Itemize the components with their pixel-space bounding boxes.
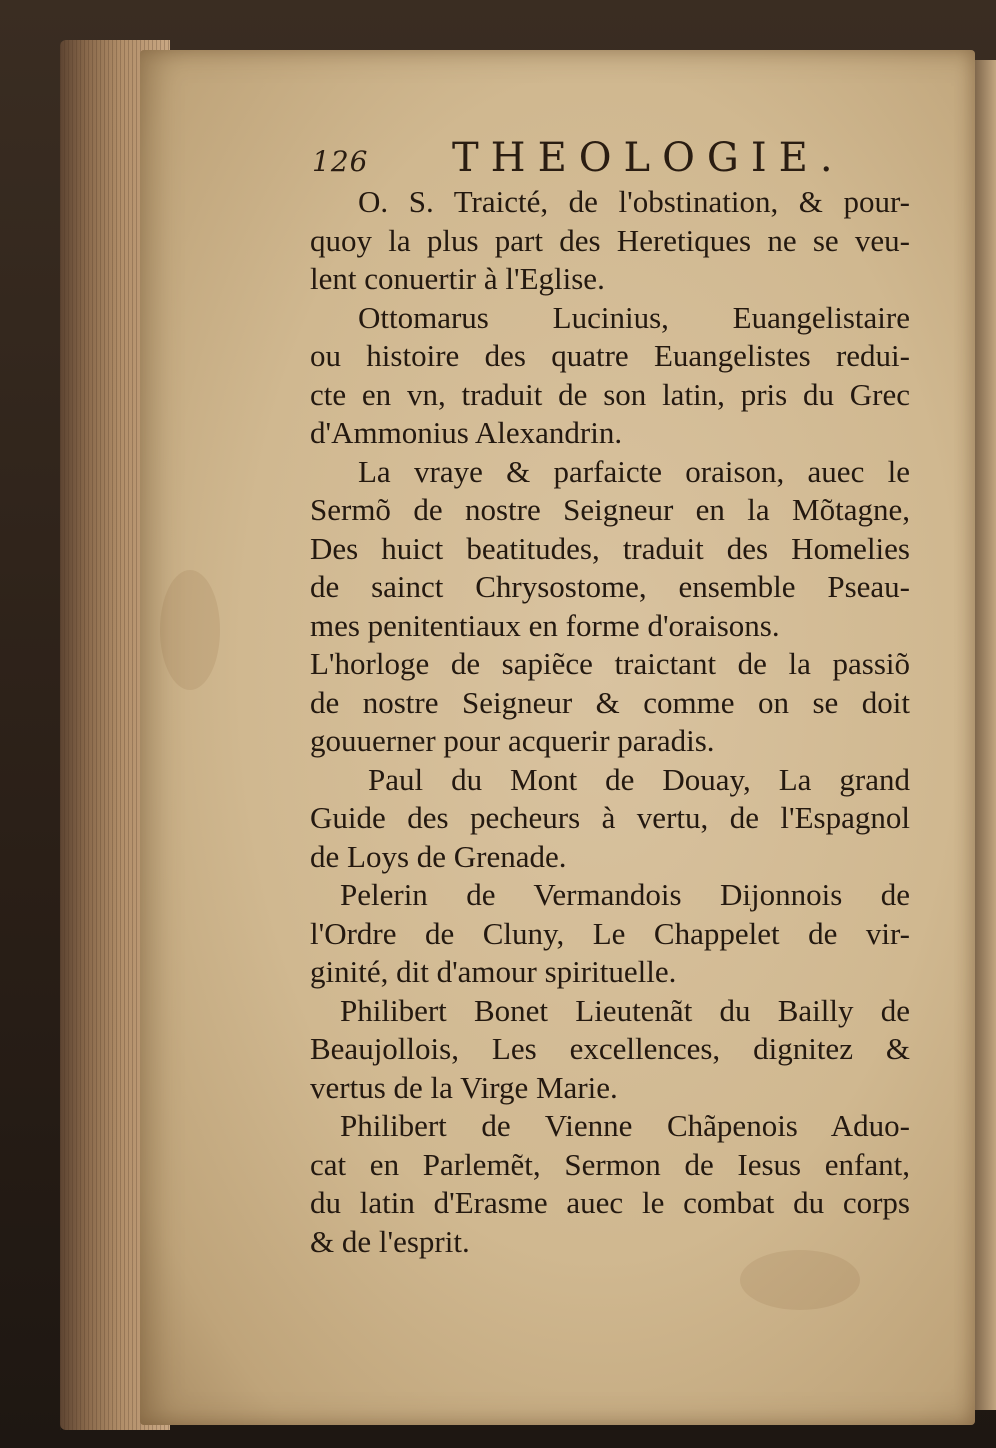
entry [310, 299, 910, 453]
text-line: Guide des pecheurs à vertu, de l'Espagnol [310, 800, 910, 835]
text-line: Philibert de Vienne Chãpenois Aduo- [340, 1108, 910, 1143]
text-line: Philibert Bonet Lieutenãt du Bailly de [340, 992, 910, 1028]
entry [310, 761, 910, 877]
text-line: & de l'esprit. [310, 1223, 470, 1259]
text-line: Ottomarus Lucinius, Euangelistaire [358, 299, 910, 335]
page-text [310, 183, 910, 1261]
text-line: ou histoire des quatre Euangelistes redui- [310, 338, 910, 373]
text-line: quoy la plus part des Heretiques ne se veu- [310, 222, 910, 258]
text-line: mes penitentiaux en forme d'oraisons. [310, 607, 780, 643]
text-line: du latin d'Erasme auec le combat du corps [310, 1185, 910, 1220]
text-line: de nostre Seigneur & comme on se doit [310, 684, 910, 720]
entry [310, 876, 910, 992]
text-line: Beaujollois, Les excellences, dignitez & [310, 1031, 910, 1066]
page-header [312, 135, 845, 183]
text-line: l'Ordre de Cluny, Le Chappelet de vir- [310, 915, 910, 951]
entry [310, 453, 910, 646]
entry [310, 183, 910, 299]
text-line: d'Ammonius Alexandrin. [310, 415, 623, 450]
text-line: cte en vn, traduit de son latin, pris du Grec [310, 376, 910, 412]
text-line: ginité, dit d'amour spirituelle. [310, 954, 677, 989]
text-line: O. S. Traicté, de l'obstination, & pour- [358, 184, 910, 219]
text-line: Des huict beatitudes, traduit des Homelies [310, 530, 910, 566]
running-title: THEOLOGIE. [452, 135, 845, 181]
entry [310, 992, 910, 1108]
text-line: de sainct Chrysostome, ensemble Pseau- [310, 569, 910, 604]
text-line: cat en Parlemẽt, Sermon de Iesus enfant, [310, 1146, 910, 1182]
text-line: lent conuertir à l'Eglise. [310, 261, 605, 296]
text-line: La vraye & parfaicte oraison, auec le [358, 453, 910, 489]
text-line: Pelerin de Vermandois Dijonnois de [340, 877, 910, 912]
text-line: vertus de la Virge Marie. [310, 1069, 618, 1105]
entry [310, 645, 910, 761]
text-line: de Loys de Grenade. [310, 838, 567, 874]
text-line: Sermõ de nostre Seigneur en la Mõtagne, [310, 492, 910, 527]
paper-stain [160, 570, 220, 690]
entry [310, 1107, 910, 1261]
page-number: 126 [312, 145, 369, 178]
text-line: L'horloge de sapiẽce traictant de la passiõ [310, 646, 910, 681]
text-line: gouuerner pour acquerir paradis. [310, 723, 715, 758]
text-line: Paul du Mont de Douay, La grand [368, 761, 910, 797]
